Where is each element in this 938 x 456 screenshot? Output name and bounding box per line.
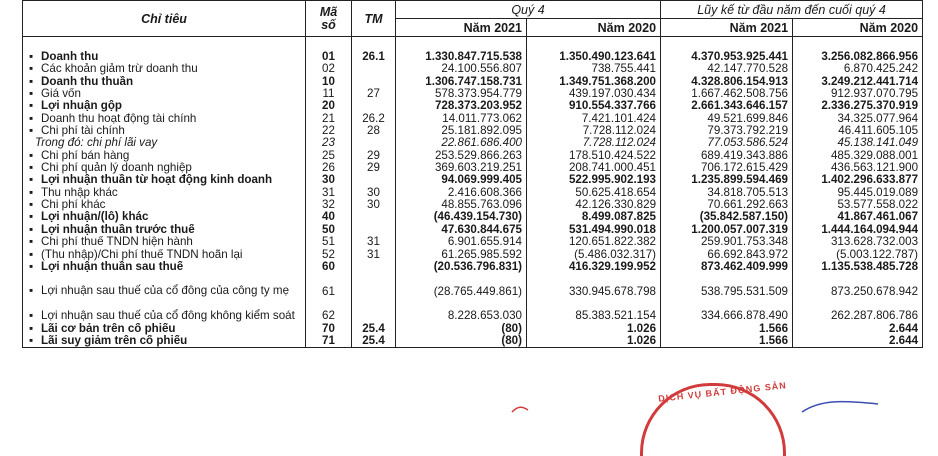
row-note: 28 bbox=[352, 125, 396, 137]
row-q4-2020: 85.383.521.154 bbox=[527, 298, 661, 323]
row-q4-2021: (46.439.154.730) bbox=[396, 211, 527, 223]
row-q4-2021: 25.181.892.095 bbox=[396, 125, 527, 137]
row-label-text: Chi phí quản lý doanh nghiệp bbox=[41, 162, 192, 175]
row-ytd-2021: 1.566 bbox=[661, 335, 793, 348]
row-label bbox=[23, 76, 306, 88]
row-label-text: Chi phí bán hàng bbox=[41, 149, 130, 162]
row-ytd-2020: 95.445.019.089 bbox=[793, 187, 923, 199]
row-label-text: Lợi nhuận gộp bbox=[41, 100, 123, 113]
bullet-icon: ▪ bbox=[29, 63, 34, 76]
row-ytd-2021: 42.147.770.528 bbox=[661, 63, 793, 75]
row-note: 27 bbox=[352, 88, 396, 100]
row-ytd-2020: 45.138.141.049 bbox=[793, 137, 923, 149]
row-code: 31 bbox=[306, 187, 352, 199]
signature-tick bbox=[510, 404, 530, 414]
row-q4-2020: 910.554.337.766 bbox=[527, 100, 661, 112]
row-ytd-2021: 334.666.878.490 bbox=[661, 298, 793, 323]
table-row bbox=[23, 100, 923, 112]
table-row bbox=[23, 261, 923, 273]
row-code: 20 bbox=[306, 100, 352, 112]
bullet-icon: ▪ bbox=[29, 186, 34, 199]
row-ytd-2020: 1.402.296.633.877 bbox=[793, 174, 923, 186]
row-q4-2021: 1.306.747.158.731 bbox=[396, 76, 527, 88]
bullet-icon: ▪ bbox=[29, 223, 34, 236]
bullet-icon: ▪ bbox=[29, 88, 34, 101]
row-label-text: Lãi cơ bản trên cổ phiếu bbox=[41, 322, 176, 335]
row-ytd-2020: 262.287.806.786 bbox=[793, 298, 923, 323]
row-label-text: Lãi suy giảm trên cổ phiếu bbox=[41, 334, 188, 347]
row-ytd-2021: 34.818.705.513 bbox=[661, 187, 793, 199]
row-q4-2021: (28.765.449.861) bbox=[396, 273, 527, 298]
row-ytd-2020: 873.250.678.942 bbox=[793, 273, 923, 298]
bullet-icon: ▪ bbox=[29, 211, 34, 224]
row-note: 30 bbox=[352, 199, 396, 211]
row-q4-2021: 24.100.556.807 bbox=[396, 63, 527, 75]
row-q4-2020: 416.329.199.952 bbox=[527, 261, 661, 273]
row-label-text: Lợi nhuận/(lỗ) khác bbox=[41, 211, 149, 224]
row-code: 61 bbox=[306, 273, 352, 298]
row-q4-2021: (80) bbox=[396, 323, 527, 335]
row-ytd-2020: 1.444.164.094.944 bbox=[793, 224, 923, 236]
bullet-icon: ▪ bbox=[29, 125, 34, 138]
row-code: 50 bbox=[306, 224, 352, 236]
row-label bbox=[23, 298, 306, 323]
bullet-icon: ▪ bbox=[29, 112, 34, 125]
row-label-text: Doanh thu bbox=[41, 50, 99, 63]
row-ytd-2020: 46.411.605.105 bbox=[793, 125, 923, 137]
row-note bbox=[352, 273, 396, 298]
table-row bbox=[23, 236, 923, 248]
bullet-icon: ▪ bbox=[29, 284, 34, 298]
row-label bbox=[23, 335, 306, 348]
row-ytd-2020: 912.937.070.795 bbox=[793, 88, 923, 100]
row-code: 30 bbox=[306, 174, 352, 186]
row-q4-2021: 2.416.608.366 bbox=[396, 187, 527, 199]
row-label-text: Doanh thu hoạt động tài chính bbox=[41, 112, 197, 125]
row-q4-2020: (5.486.032.317) bbox=[527, 249, 661, 261]
row-label bbox=[23, 261, 306, 273]
row-q4-2020: 42.126.330.829 bbox=[527, 199, 661, 211]
row-label bbox=[23, 100, 306, 112]
row-code: 71 bbox=[306, 335, 352, 348]
bullet-icon: ▪ bbox=[29, 334, 34, 347]
header-code-line2: số bbox=[321, 17, 336, 32]
bullet-icon: ▪ bbox=[29, 309, 34, 323]
row-label bbox=[23, 88, 306, 100]
income-statement bbox=[22, 0, 922, 414]
row-note: 30 bbox=[352, 187, 396, 199]
row-ytd-2021: 49.521.699.846 bbox=[661, 113, 793, 125]
row-note: 25.4 bbox=[352, 335, 396, 348]
income-table bbox=[22, 0, 923, 348]
row-code: 62 bbox=[306, 298, 352, 323]
row-ytd-2021: 1.200.057.007.319 bbox=[661, 224, 793, 236]
row-note: 26.2 bbox=[352, 113, 396, 125]
row-code: 10 bbox=[306, 76, 352, 88]
row-label bbox=[23, 174, 306, 186]
row-ytd-2021: 873.462.409.999 bbox=[661, 261, 793, 273]
row-label bbox=[23, 323, 306, 335]
row-q4-2021: 369.603.219.251 bbox=[396, 162, 527, 174]
table-row bbox=[23, 137, 923, 149]
row-q4-2020: 522.995.902.193 bbox=[527, 174, 661, 186]
row-label bbox=[23, 249, 306, 261]
row-q4-2021: 47.630.844.675 bbox=[396, 224, 527, 236]
row-note bbox=[352, 261, 396, 273]
row-note: 31 bbox=[352, 236, 396, 248]
row-ytd-2020: 2.644 bbox=[793, 323, 923, 335]
row-label-text: Giá vốn bbox=[41, 88, 81, 101]
row-code: 11 bbox=[306, 88, 352, 100]
row-ytd-2020: 436.563.121.900 bbox=[793, 162, 923, 174]
row-label bbox=[23, 273, 306, 298]
row-q4-2020: 178.510.424.522 bbox=[527, 150, 661, 162]
bullet-icon: ▪ bbox=[29, 174, 34, 187]
bullet-icon: ▪ bbox=[29, 248, 34, 261]
header-year-ytd-2021: Năm 2021 bbox=[661, 19, 793, 37]
row-note bbox=[352, 174, 396, 186]
row-code: 51 bbox=[306, 236, 352, 248]
row-label-text: Doanh thu thuần bbox=[41, 75, 134, 88]
row-code: 21 bbox=[306, 113, 352, 125]
row-q4-2020: 531.494.990.018 bbox=[527, 224, 661, 236]
row-ytd-2020: 2.644 bbox=[793, 335, 923, 348]
table-row bbox=[23, 335, 923, 348]
row-q4-2020: 330.945.678.798 bbox=[527, 273, 661, 298]
row-q4-2020: 1.349.751.368.200 bbox=[527, 76, 661, 88]
row-label-text: Trong đó: chi phí lãi vay bbox=[35, 137, 158, 150]
row-q4-2020: 7.728.112.024 bbox=[527, 137, 661, 149]
row-code: 70 bbox=[306, 323, 352, 335]
row-label-text: (Thu nhập)/Chi phí thuế TNDN hoãn lại bbox=[41, 248, 243, 261]
row-ytd-2020: 34.325.077.964 bbox=[793, 113, 923, 125]
row-q4-2021: 253.529.866.263 bbox=[396, 150, 527, 162]
row-label-text: Lợi nhuận sau thuế của cổ đông của công ty mẹ bbox=[41, 284, 290, 298]
row-label bbox=[23, 63, 306, 75]
row-note bbox=[352, 137, 396, 149]
row-label bbox=[23, 187, 306, 199]
row-ytd-2021: 4.370.953.925.441 bbox=[661, 37, 793, 64]
row-ytd-2020: 313.628.732.003 bbox=[793, 236, 923, 248]
row-q4-2021: 6.901.655.914 bbox=[396, 236, 527, 248]
bullet-icon: ▪ bbox=[29, 100, 34, 113]
row-ytd-2021: 1.667.462.508.756 bbox=[661, 88, 793, 100]
row-q4-2020: 7.728.112.024 bbox=[527, 125, 661, 137]
row-note: 29 bbox=[352, 162, 396, 174]
row-code: 32 bbox=[306, 199, 352, 211]
header-year-q4-2021: Năm 2021 bbox=[396, 19, 527, 37]
row-q4-2020: 439.197.030.434 bbox=[527, 88, 661, 100]
row-q4-2020: 7.421.101.424 bbox=[527, 113, 661, 125]
row-q4-2020: 208.741.000.451 bbox=[527, 162, 661, 174]
row-code: 26 bbox=[306, 162, 352, 174]
row-note bbox=[352, 100, 396, 112]
row-ytd-2021: 259.901.753.348 bbox=[661, 236, 793, 248]
table-body bbox=[23, 37, 923, 348]
bullet-icon: ▪ bbox=[29, 236, 34, 249]
bullet-icon: ▪ bbox=[29, 322, 34, 335]
row-label-text: Chi phí khác bbox=[41, 199, 106, 212]
table-row bbox=[23, 298, 923, 323]
row-ytd-2020: 6.870.425.242 bbox=[793, 63, 923, 75]
table-row bbox=[23, 211, 923, 223]
row-ytd-2020: 41.867.461.067 bbox=[793, 211, 923, 223]
header-group-ytd: Lũy kế từ đầu năm đến cuối quý 4 bbox=[661, 1, 923, 19]
row-q4-2020: 120.651.822.382 bbox=[527, 236, 661, 248]
row-ytd-2020: 3.256.082.866.956 bbox=[793, 37, 923, 64]
row-ytd-2020: 53.577.558.022 bbox=[793, 199, 923, 211]
row-code: 02 bbox=[306, 63, 352, 75]
row-ytd-2021: 4.328.806.154.913 bbox=[661, 76, 793, 88]
row-label-text: Lợi nhuận sau thuế của cổ đông không kiểm soát bbox=[41, 309, 295, 323]
bullet-icon: ▪ bbox=[29, 260, 34, 273]
row-q4-2021: 8.228.653.030 bbox=[396, 298, 527, 323]
row-ytd-2020: 1.135.538.485.728 bbox=[793, 261, 923, 273]
row-ytd-2021: 66.692.843.972 bbox=[661, 249, 793, 261]
row-ytd-2021: 1.566 bbox=[661, 323, 793, 335]
row-q4-2021: 1.330.847.715.538 bbox=[396, 37, 527, 64]
row-q4-2021: 728.373.203.952 bbox=[396, 100, 527, 112]
row-q4-2021: 22.861.686.400 bbox=[396, 137, 527, 149]
signature-mark bbox=[800, 398, 880, 414]
row-q4-2021: 578.373.954.779 bbox=[396, 88, 527, 100]
row-label bbox=[23, 211, 306, 223]
row-ytd-2021: 2.661.343.646.157 bbox=[661, 100, 793, 112]
row-label-text: Chi phí thuế TNDN hiện hành bbox=[41, 236, 193, 249]
row-ytd-2020: 3.249.212.441.714 bbox=[793, 76, 923, 88]
row-note: 26.1 bbox=[352, 37, 396, 64]
row-note: 25.4 bbox=[352, 323, 396, 335]
bullet-icon: ▪ bbox=[29, 199, 34, 212]
table-row bbox=[23, 63, 923, 75]
row-label-text: Lợi nhuận thuần sau thuế bbox=[41, 260, 184, 273]
row-q4-2020: 1.026 bbox=[527, 323, 661, 335]
row-ytd-2021: 706.172.615.429 bbox=[661, 162, 793, 174]
row-label bbox=[23, 199, 306, 211]
table-row bbox=[23, 249, 923, 261]
row-code: 22 bbox=[306, 125, 352, 137]
row-code: 23 bbox=[306, 137, 352, 149]
row-q4-2021: 61.265.985.592 bbox=[396, 249, 527, 261]
row-q4-2020: 738.755.441 bbox=[527, 63, 661, 75]
row-label bbox=[23, 125, 306, 137]
row-label bbox=[23, 236, 306, 248]
row-label-text: Thu nhập khác bbox=[41, 186, 118, 199]
header-note: TM bbox=[352, 1, 396, 37]
row-code: 52 bbox=[306, 249, 352, 261]
row-ytd-2021: 538.795.531.509 bbox=[661, 273, 793, 298]
header-code bbox=[306, 1, 352, 37]
row-code: 25 bbox=[306, 150, 352, 162]
row-ytd-2021: 1.235.899.594.469 bbox=[661, 174, 793, 186]
row-ytd-2020: (5.003.122.787) bbox=[793, 249, 923, 261]
row-q4-2021: 48.855.763.096 bbox=[396, 199, 527, 211]
bullet-icon: ▪ bbox=[29, 162, 34, 175]
bullet-icon: ▪ bbox=[29, 149, 34, 162]
row-note: 31 bbox=[352, 249, 396, 261]
header-year-ytd-2020: Năm 2020 bbox=[793, 19, 923, 37]
table-row bbox=[23, 273, 923, 298]
row-ytd-2020: 2.336.275.370.919 bbox=[793, 100, 923, 112]
row-q4-2020: 8.499.087.825 bbox=[527, 211, 661, 223]
row-q4-2020: 50.625.418.654 bbox=[527, 187, 661, 199]
row-q4-2021: 94.069.999.405 bbox=[396, 174, 527, 186]
row-note bbox=[352, 211, 396, 223]
row-ytd-2021: 70.661.292.663 bbox=[661, 199, 793, 211]
bullet-icon: ▪ bbox=[29, 75, 34, 88]
row-label-text: Các khoản giảm trừ doanh thu bbox=[41, 63, 198, 76]
row-note: 29 bbox=[352, 150, 396, 162]
row-q4-2020: 1.026 bbox=[527, 335, 661, 348]
header-group-q4: Quý 4 bbox=[396, 1, 661, 19]
row-ytd-2021: 77.053.586.524 bbox=[661, 137, 793, 149]
row-note bbox=[352, 63, 396, 75]
row-q4-2021: (80) bbox=[396, 335, 527, 348]
row-label bbox=[23, 162, 306, 174]
header-year-q4-2020: Năm 2020 bbox=[527, 19, 661, 37]
row-q4-2021: 14.011.773.062 bbox=[396, 113, 527, 125]
row-code: 60 bbox=[306, 261, 352, 273]
row-note bbox=[352, 298, 396, 323]
row-label bbox=[23, 113, 306, 125]
stamp-text: DỊCH VỤ BẤT ĐỘNG SẢN bbox=[657, 380, 788, 404]
row-label bbox=[23, 137, 306, 149]
bullet-icon: ▪ bbox=[29, 50, 34, 63]
table-row bbox=[23, 174, 923, 186]
row-code: 40 bbox=[306, 211, 352, 223]
row-label bbox=[23, 224, 306, 236]
table-row bbox=[23, 37, 923, 64]
row-label bbox=[23, 37, 306, 64]
row-ytd-2021: 689.419.343.886 bbox=[661, 150, 793, 162]
header-code-line1: Mã bbox=[319, 4, 338, 19]
row-ytd-2020: 485.329.088.001 bbox=[793, 150, 923, 162]
row-label-text: Lợi nhuận thuần từ hoạt động kinh doanh bbox=[41, 174, 273, 187]
row-q4-2020: 1.350.490.123.641 bbox=[527, 37, 661, 64]
row-label-text: Lợi nhuận thuần trước thuế bbox=[41, 223, 195, 236]
row-label-text: Chi phí tài chính bbox=[41, 125, 125, 138]
row-label bbox=[23, 150, 306, 162]
row-q4-2021: (20.536.796.831) bbox=[396, 261, 527, 273]
row-ytd-2021: 79.373.792.219 bbox=[661, 125, 793, 137]
header-label: Chỉ tiêu bbox=[23, 1, 306, 37]
row-code: 01 bbox=[306, 37, 352, 64]
row-ytd-2021: (35.842.587.150) bbox=[661, 211, 793, 223]
